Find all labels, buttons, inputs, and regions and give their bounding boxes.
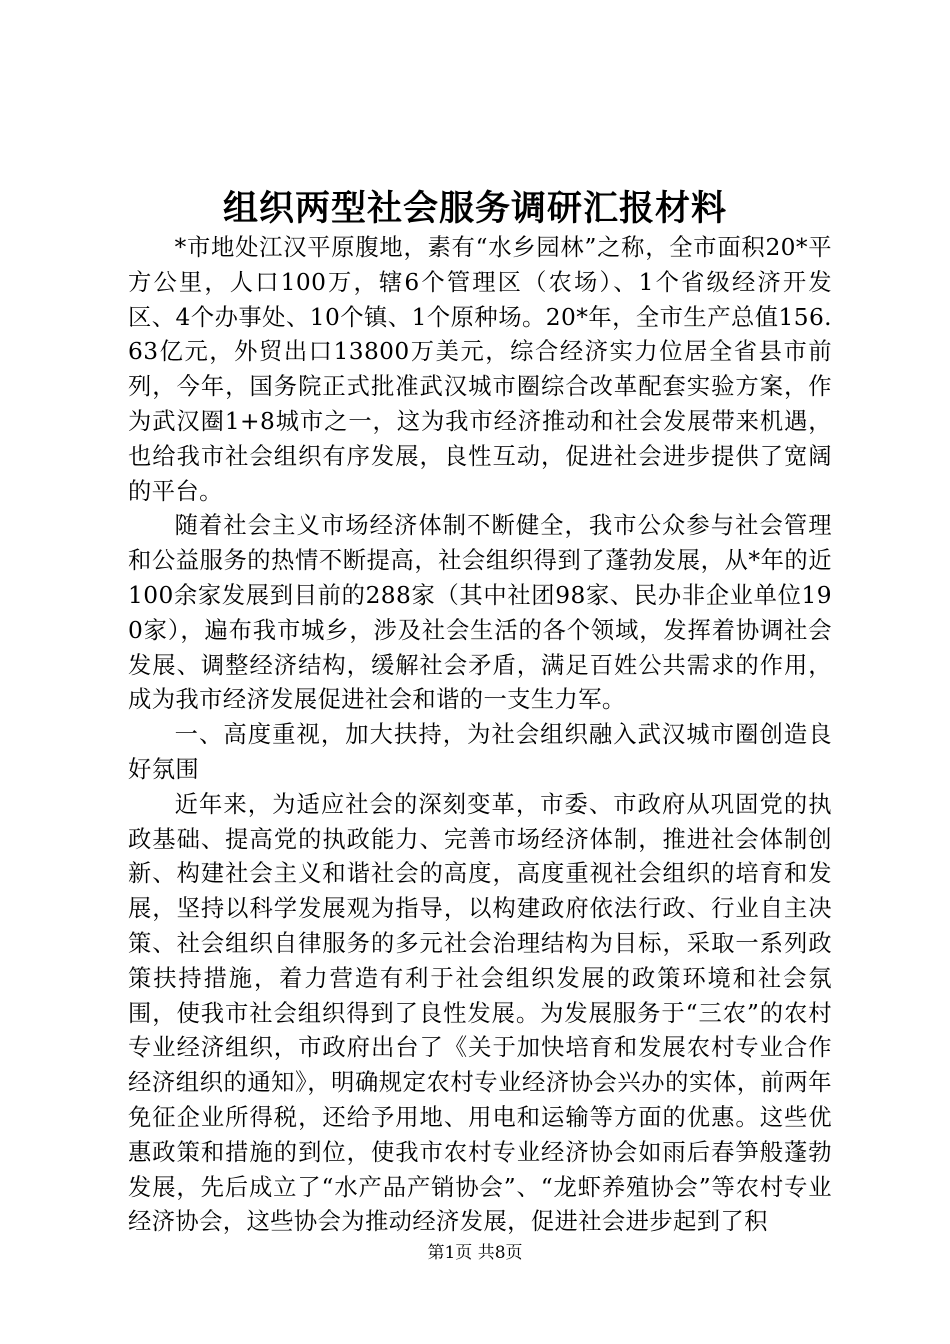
- paragraph-policy: 近年来，为适应社会的深刻变革，市委、市政府从巩固党的执政基础、提高党的执政能力、完善市场经济体制，推进社会体制创新、构建社会主义和谐社会的高度，高度重视社会组织的培育和发展，坚持以科学发展观为指导，以构建政府依法行政、行业自主决策、社会组织自律服务的多元社会治理结构为目标，采取一系列政策扶持措施，着力营造有利于社会组织发展的政策环境和社会氛围，使我市社会组织得到了良性发展。为发展服务于“三农”的农村专业经济组织，市政府出台了《关于加快培育和发展农村专业合作经济组织的通知》，明确规定农村专业经济协会兴办的实体，前两年免征企业所得税，还给予用地、用电和运输等方面的优惠。这些优惠政策和措施的到位，使我市农村专业经济协会如雨后春笋般蓬勃发展，先后成立了“水产品产销协会”、“龙虾养殖协会”等农村专业经济协会，这些协会为推动经济发展，促进社会进步起到了积: [128, 790, 832, 1236]
- paragraph-intro: *市地处江汉平原腹地，素有“水乡园林”之称，全市面积20*平方公里，人口100万，辖6个管理区（农场）、1个省级经济开发区、4个办事处、10个镇、1个原种场。20*年，全市生产总值156.63亿元，外贸出口13800万美元，综合经济实力位居全省县市前列，今年，国务院正式批准武汉城市圈综合改革配套实验方案，作为武汉圈1+8城市之一，这为我市经济推动和社会发展带来机遇，也给我市社会组织有序发展，良性互动，促进社会进步提供了宽阔的平台。: [128, 234, 832, 505]
- section-heading-1: 一、高度重视，加大扶持，为社会组织融入武汉城市圈创造良好氛围: [128, 721, 832, 783]
- document-title: 组织两型社会服务调研汇报材料: [222, 188, 727, 229]
- document-body: [128, 231, 832, 1240]
- paragraph-development: 随着社会主义市场经济体制不断健全，我市公众参与社会管理和公益服务的热情不断提高，社会组织得到了蓬勃发展，从*年的近100余家发展到目前的288家（其中社团98家、民办非企业单位190家），遍布我市城乡，涉及社会生活的各个领域，发挥着协调社会发展、调整经济结构，缓解社会矛盾，满足百姓公共需求的作用，成为我市经济发展促进社会和谐的一支生力军。: [128, 512, 832, 714]
- page-number: 第1页 共8页: [427, 1243, 523, 1263]
